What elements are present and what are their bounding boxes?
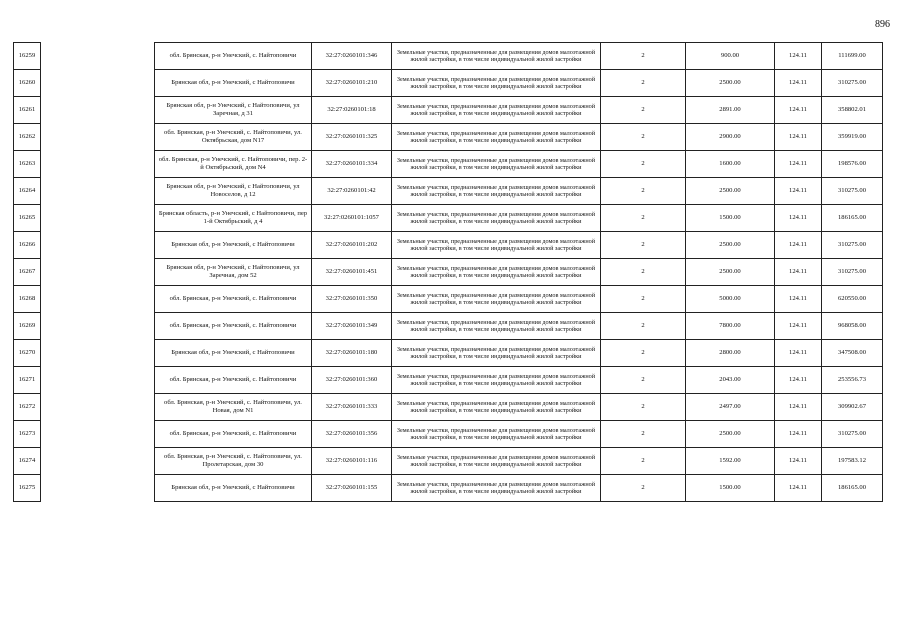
- land-category: 2: [601, 313, 686, 340]
- parcel-area: 2043.00: [686, 367, 775, 394]
- land-use-purpose: Земельные участки, предназначенные для размещения домов малоэтажной жилой застройки, в том числе индивидуальной жилой застройки: [392, 313, 601, 340]
- specific-price: 124.11: [775, 43, 822, 70]
- cadastral-value: 186165.00: [822, 205, 883, 232]
- parcel-address: Брянская обл, р-н Унечский, с Найтоповичи, ул Заречная, д 31: [155, 97, 312, 124]
- id-row: [14, 178, 41, 205]
- specific-price: 124.11: [775, 421, 822, 448]
- parcel-address: Брянская обл, р-н Унечский, с Найтоповичи: [155, 70, 312, 97]
- parcel-address: Брянская обл, р-н Унечский, с Найтоповичи: [155, 475, 312, 502]
- cadastral-value: 310275.00: [822, 421, 883, 448]
- land-use-purpose: Земельные участки, предназначенные для размещения домов малоэтажной жилой застройки, в том числе индивидуальной жилой застройки: [392, 421, 601, 448]
- table-row: [155, 124, 883, 151]
- parcel-area: 7800.00: [686, 313, 775, 340]
- cadastral-number: 32:27:0260101:116: [312, 448, 392, 475]
- id-row: [14, 124, 41, 151]
- table-row: [155, 286, 883, 313]
- land-category: 2: [601, 232, 686, 259]
- cadastral-number: 32:27:0260101:1057: [312, 205, 392, 232]
- row-id: 16271: [14, 367, 41, 394]
- row-id: 16266: [14, 232, 41, 259]
- specific-price: 124.11: [775, 259, 822, 286]
- parcel-area: 5000.00: [686, 286, 775, 313]
- id-row: [14, 70, 41, 97]
- cadastral-number: 32:27:0260101:155: [312, 475, 392, 502]
- land-category: 2: [601, 340, 686, 367]
- specific-price: 124.11: [775, 394, 822, 421]
- row-id: 16263: [14, 151, 41, 178]
- land-category: 2: [601, 475, 686, 502]
- parcel-area: 2500.00: [686, 70, 775, 97]
- parcel-area: 1592.00: [686, 448, 775, 475]
- cadastral-number: 32:27:0260101:333: [312, 394, 392, 421]
- specific-price: 124.11: [775, 97, 822, 124]
- parcel-address: Брянская область, р-н Унечский, с Найтоповичи, пер 1-й Октябрьский, д 4: [155, 205, 312, 232]
- land-use-purpose: Земельные участки, предназначенные для размещения домов малоэтажной жилой застройки, в том числе индивидуальной жилой застройки: [392, 124, 601, 151]
- cadastral-number: 32:27:0260101:349: [312, 313, 392, 340]
- table-row: [155, 475, 883, 502]
- land-use-purpose: Земельные участки, предназначенные для размещения домов малоэтажной жилой застройки, в том числе индивидуальной жилой застройки: [392, 394, 601, 421]
- cadastral-value: 309902.67: [822, 394, 883, 421]
- parcel-area: 1500.00: [686, 475, 775, 502]
- row-id: 16267: [14, 259, 41, 286]
- parcel-address: обл. Брянская, р-н Унечский, с. Найтоповичи: [155, 43, 312, 70]
- land-category: 2: [601, 259, 686, 286]
- land-use-purpose: Земельные участки, предназначенные для размещения домов малоэтажной жилой застройки, в том числе индивидуальной жилой застройки: [392, 259, 601, 286]
- id-row: [14, 286, 41, 313]
- row-id: 16275: [14, 475, 41, 502]
- parcel-address: обл. Брянская, р-н Унечский, с. Найтоповичи, пер. 2-й Октябрьский, дом N4: [155, 151, 312, 178]
- id-row: [14, 313, 41, 340]
- land-category: 2: [601, 448, 686, 475]
- parcel-area: 1600.00: [686, 151, 775, 178]
- land-category: 2: [601, 421, 686, 448]
- table-row: [155, 205, 883, 232]
- parcel-area: 2497.00: [686, 394, 775, 421]
- table-row: [155, 97, 883, 124]
- id-row: [14, 151, 41, 178]
- land-register-table: [13, 42, 882, 518]
- cadastral-value: 253556.73: [822, 367, 883, 394]
- parcel-address: Брянская обл, р-н Унечский, с Найтоповичи, ул Новоселов, д 12: [155, 178, 312, 205]
- cadastral-value: 198576.00: [822, 151, 883, 178]
- cadastral-value: 620550.00: [822, 286, 883, 313]
- land-use-purpose: Земельные участки, предназначенные для размещения домов малоэтажной жилой застройки, в том числе индивидуальной жилой застройки: [392, 178, 601, 205]
- parcel-address: обл. Брянская, р-н Унечский, с. Найтоповичи: [155, 286, 312, 313]
- table-row: [155, 178, 883, 205]
- table-row: [155, 448, 883, 475]
- specific-price: 124.11: [775, 340, 822, 367]
- cadastral-value: 111699.00: [822, 43, 883, 70]
- parcel-area: 2500.00: [686, 259, 775, 286]
- cadastral-value: 310275.00: [822, 70, 883, 97]
- parcel-rows: [155, 43, 883, 502]
- parcel-area: 900.00: [686, 43, 775, 70]
- id-row: [14, 421, 41, 448]
- cadastral-number: 32:27:0260101:356: [312, 421, 392, 448]
- table-row: [155, 232, 883, 259]
- specific-price: 124.11: [775, 205, 822, 232]
- id-row: [14, 367, 41, 394]
- id-row: [14, 97, 41, 124]
- cadastral-number: 32:27:0260101:350: [312, 286, 392, 313]
- table-row: [155, 43, 883, 70]
- cadastral-value: 310275.00: [822, 178, 883, 205]
- parcel-details-table: [154, 42, 883, 502]
- id-row: [14, 259, 41, 286]
- row-id: 16273: [14, 421, 41, 448]
- row-id: 16268: [14, 286, 41, 313]
- cadastral-value: 310275.00: [822, 232, 883, 259]
- cadastral-value: 310275.00: [822, 259, 883, 286]
- cadastral-number: 32:27:0260101:18: [312, 97, 392, 124]
- land-use-purpose: Земельные участки, предназначенные для размещения домов малоэтажной жилой застройки, в том числе индивидуальной жилой застройки: [392, 97, 601, 124]
- specific-price: 124.11: [775, 124, 822, 151]
- specific-price: 124.11: [775, 151, 822, 178]
- specific-price: 124.11: [775, 232, 822, 259]
- specific-price: 124.11: [775, 448, 822, 475]
- row-id: 16264: [14, 178, 41, 205]
- land-use-purpose: Земельные участки, предназначенные для размещения домов малоэтажной жилой застройки, в том числе индивидуальной жилой застройки: [392, 286, 601, 313]
- id-row: [14, 448, 41, 475]
- parcel-area: 2891.00: [686, 97, 775, 124]
- cadastral-number: 32:27:0260101:346: [312, 43, 392, 70]
- row-id: 16261: [14, 97, 41, 124]
- land-category: 2: [601, 151, 686, 178]
- specific-price: 124.11: [775, 286, 822, 313]
- cadastral-value: 186165.00: [822, 475, 883, 502]
- land-category: 2: [601, 70, 686, 97]
- land-use-purpose: Земельные участки, предназначенные для размещения домов малоэтажной жилой застройки, в том числе индивидуальной жилой застройки: [392, 70, 601, 97]
- table-row: [155, 340, 883, 367]
- land-use-purpose: Земельные участки, предназначенные для размещения домов малоэтажной жилой застройки, в том числе индивидуальной жилой застройки: [392, 151, 601, 178]
- table-row: [155, 367, 883, 394]
- land-category: 2: [601, 178, 686, 205]
- parcel-address: обл. Брянская, р-н Унечский, с. Найтоповичи, ул. Новая, дом N1: [155, 394, 312, 421]
- specific-price: 124.11: [775, 178, 822, 205]
- row-id: 16265: [14, 205, 41, 232]
- cadastral-number: 32:27:0260101:325: [312, 124, 392, 151]
- cadastral-value: 347508.00: [822, 340, 883, 367]
- id-row: [14, 340, 41, 367]
- id-row: [14, 394, 41, 421]
- parcel-address: обл. Брянская, р-н Унечский, с. Найтоповичи, ул. Пролетарская, дом 30: [155, 448, 312, 475]
- row-id: 16260: [14, 70, 41, 97]
- cadastral-number: 32:27:0260101:180: [312, 340, 392, 367]
- land-use-purpose: Земельные участки, предназначенные для размещения домов малоэтажной жилой застройки, в том числе индивидуальной жилой застройки: [392, 232, 601, 259]
- parcel-address: обл. Брянская, р-н Унечский, с. Найтоповичи: [155, 313, 312, 340]
- land-use-purpose: Земельные участки, предназначенные для размещения домов малоэтажной жилой застройки, в том числе индивидуальной жилой застройки: [392, 448, 601, 475]
- table-row: [155, 151, 883, 178]
- land-category: 2: [601, 286, 686, 313]
- row-id-column: [13, 42, 41, 502]
- cadastral-number: 32:27:0260101:360: [312, 367, 392, 394]
- land-category: 2: [601, 43, 686, 70]
- row-id: 16259: [14, 43, 41, 70]
- id-row: [14, 43, 41, 70]
- row-id: 16274: [14, 448, 41, 475]
- cadastral-value: 197583.12: [822, 448, 883, 475]
- parcel-address: Брянская обл, р-н Унечский, с Найтоповичи: [155, 232, 312, 259]
- land-category: 2: [601, 394, 686, 421]
- specific-price: 124.11: [775, 367, 822, 394]
- cadastral-number: 32:27:0260101:451: [312, 259, 392, 286]
- land-use-purpose: Земельные участки, предназначенные для размещения домов малоэтажной жилой застройки, в том числе индивидуальной жилой застройки: [392, 367, 601, 394]
- parcel-area: 2800.00: [686, 340, 775, 367]
- id-row: [14, 475, 41, 502]
- page-number: 896: [875, 19, 890, 30]
- parcel-address: Брянская обл, р-н Унечский, с Найтоповичи: [155, 340, 312, 367]
- id-row: [14, 205, 41, 232]
- parcel-area: 2500.00: [686, 178, 775, 205]
- table-row: [155, 70, 883, 97]
- table-row: [155, 421, 883, 448]
- parcel-address: обл. Брянская, р-н Унечский, с. Найтоповичи: [155, 367, 312, 394]
- parcel-address: Брянская обл, р-н Унечский, с Найтоповичи, ул Заречная, дом 52: [155, 259, 312, 286]
- row-id: 16262: [14, 124, 41, 151]
- parcel-area: 2500.00: [686, 421, 775, 448]
- land-use-purpose: Земельные участки, предназначенные для размещения домов малоэтажной жилой застройки, в том числе индивидуальной жилой застройки: [392, 205, 601, 232]
- land-use-purpose: Земельные участки, предназначенные для размещения домов малоэтажной жилой застройки, в том числе индивидуальной жилой застройки: [392, 340, 601, 367]
- table-row: [155, 259, 883, 286]
- row-id: 16270: [14, 340, 41, 367]
- land-category: 2: [601, 124, 686, 151]
- cadastral-number: 32:27:0260101:42: [312, 178, 392, 205]
- row-id: 16269: [14, 313, 41, 340]
- cadastral-value: 359919.00: [822, 124, 883, 151]
- cadastral-value: 358802.01: [822, 97, 883, 124]
- parcel-address: обл. Брянская, р-н Унечский, с. Найтоповичи: [155, 421, 312, 448]
- cadastral-value: 968058.00: [822, 313, 883, 340]
- land-category: 2: [601, 367, 686, 394]
- table-row: [155, 394, 883, 421]
- specific-price: 124.11: [775, 70, 822, 97]
- land-category: 2: [601, 97, 686, 124]
- parcel-area: 1500.00: [686, 205, 775, 232]
- cadastral-number: 32:27:0260101:210: [312, 70, 392, 97]
- specific-price: 124.11: [775, 313, 822, 340]
- specific-price: 124.11: [775, 475, 822, 502]
- id-row: [14, 232, 41, 259]
- table-row: [155, 313, 883, 340]
- cadastral-number: 32:27:0260101:202: [312, 232, 392, 259]
- parcel-address: обл. Брянская, р-н Унечский, с. Найтоповичи, ул. Октябрьская, дом N17: [155, 124, 312, 151]
- land-use-purpose: Земельные участки, предназначенные для размещения домов малоэтажной жилой застройки, в том числе индивидуальной жилой застройки: [392, 475, 601, 502]
- row-id: 16272: [14, 394, 41, 421]
- parcel-area: 2500.00: [686, 232, 775, 259]
- land-use-purpose: Земельные участки, предназначенные для размещения домов малоэтажной жилой застройки, в том числе индивидуальной жилой застройки: [392, 43, 601, 70]
- cadastral-number: 32:27:0260101:334: [312, 151, 392, 178]
- row-id-list: [14, 43, 41, 502]
- land-category: 2: [601, 205, 686, 232]
- parcel-area: 2900.00: [686, 124, 775, 151]
